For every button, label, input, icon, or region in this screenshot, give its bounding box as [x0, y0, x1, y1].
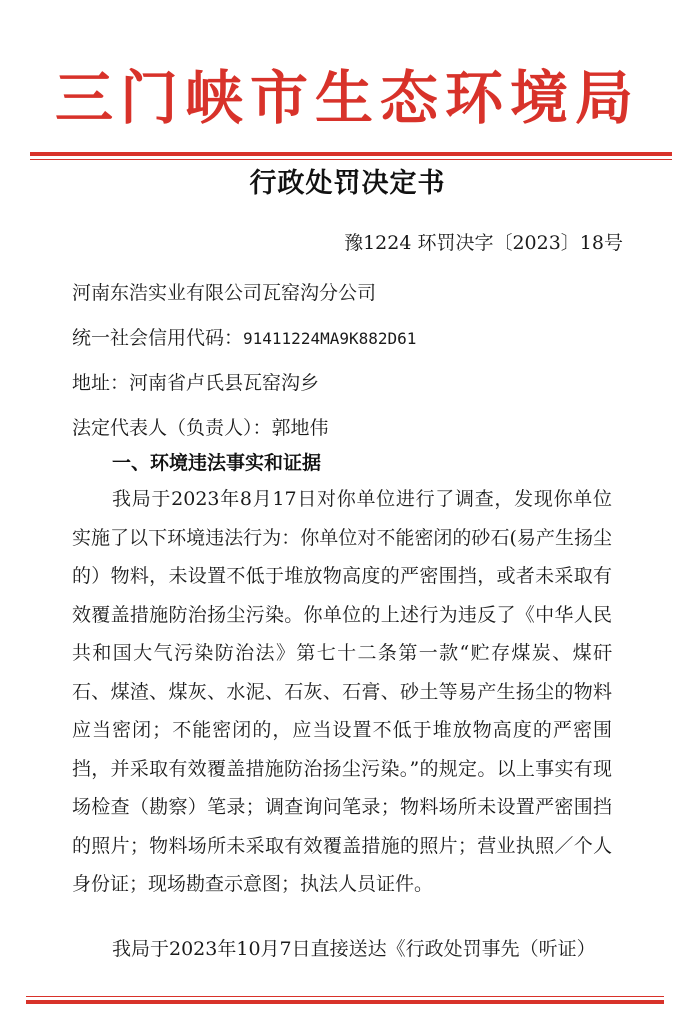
org-name-header: 三门峡市生态环境局 [54, 64, 640, 132]
party-credit-code-line [72, 323, 416, 354]
violation-facts-paragraph: 我局于2023年8月17日对你单位进行了调查，发现你单位实施了以下环境违法行为：你单位对不能密闭的砂石(易产生扬尘的）物料，未设置不低于堆放物高度的严密围挡，或者未采取有效覆盖措施防治扬尘污染。你单位的上述行为违反了《中华人民共和国大气污染防治法》第七十二条第一款“贮存煤炭、煤矸石、煤渣、煤灰、水泥、石灰、石膏、砂土等易产生扬尘的物料应当密闭；不能密闭的，应当设置不低于堆放物高度的严密围挡，并采取有效覆盖措施防治扬尘污染。”的规定。以上事实有现场检查（勘察）笔录；调查询问笔录；物料场所未设置严密围挡的照片；物料场所未采取有效覆盖措施的照片；营业执照／个人身份证；现场勘查示意图；执法人员证件。 [72, 488, 612, 895]
header-rule-thin [30, 159, 672, 160]
footer-rule-thin [26, 996, 664, 997]
representative-name: 郭地伟 [271, 417, 329, 439]
party-representative-line [72, 413, 329, 443]
party-address-line [72, 368, 319, 398]
document-title: 行政处罚决定书 [249, 168, 446, 199]
address-label: 地址： [72, 372, 130, 394]
party-company: 河南东浩实业有限公司瓦窑沟分公司 [72, 282, 377, 304]
footer-rule-thick [26, 1000, 664, 1004]
service-notice-paragraph: 我局于2023年10月7日直接送达《行政处罚事先（听证） [112, 938, 596, 960]
document-number: 豫1224 环罚决字〔2023〕18号 [344, 232, 623, 254]
credit-code-value: 91411224MA9K882D61 [243, 329, 417, 348]
section-heading-violation-facts: 一、环境违法事实和证据 [112, 452, 322, 474]
representative-label: 法定代表人（负责人）： [72, 417, 272, 439]
address-value: 河南省卢氏县瓦窑沟乡 [129, 372, 320, 394]
credit-code-label: 统一社会信用代码： [72, 327, 244, 349]
header-rule-thick [30, 152, 672, 156]
